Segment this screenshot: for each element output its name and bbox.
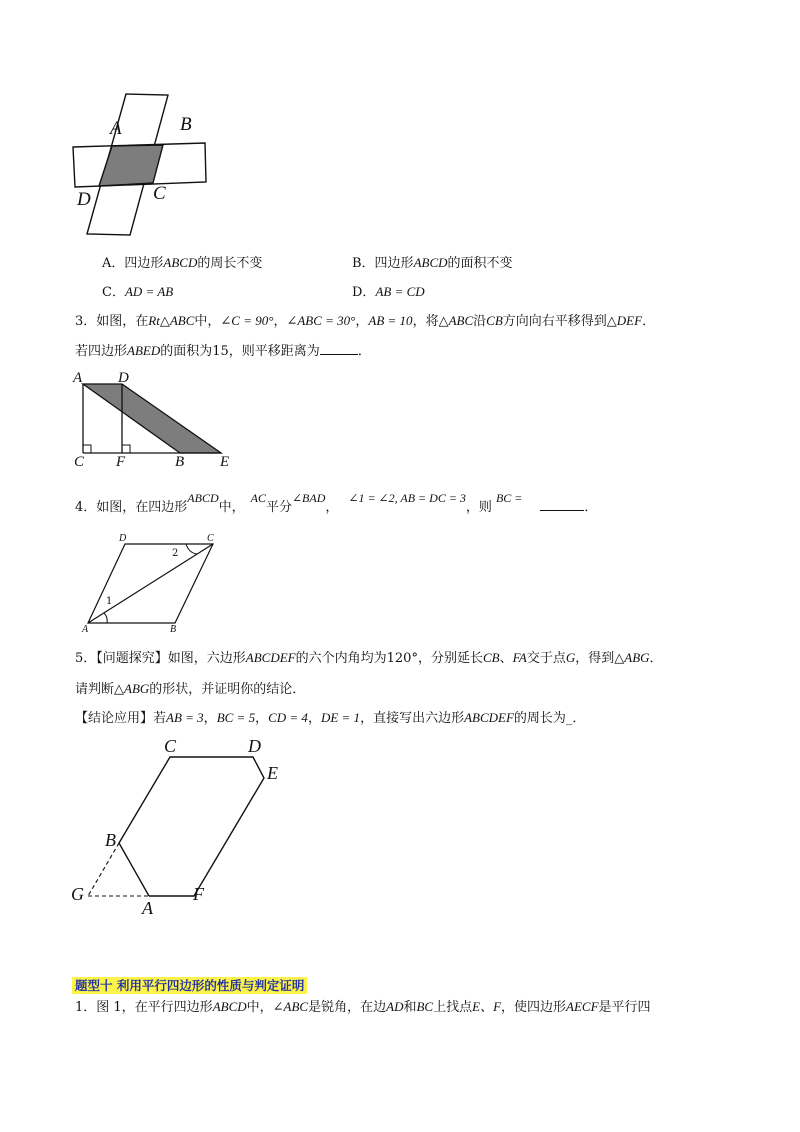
q5-text: 、 [499, 651, 513, 666]
fig1-label-b: B [180, 114, 192, 135]
q5-math: DE = 1 [320, 710, 361, 725]
q3-text: 3．如图，在 [75, 314, 149, 329]
q3-text: ， [273, 314, 287, 329]
q5-text: 5．【问题探究】如图，六边形 [75, 651, 246, 666]
s10q1-text: 是锐角，在边 [308, 1000, 387, 1015]
q4-text: 中， [218, 500, 245, 515]
s10q1-text: 和 [403, 1000, 417, 1015]
q5-text: 的周长为_． [513, 711, 586, 726]
q3-label-f: F [116, 454, 126, 470]
q3-label-e: E [220, 454, 230, 470]
q4-text: 平分 [265, 500, 292, 515]
option-b-prefix: B．四边形 [352, 256, 414, 271]
q5-math: AB = 3 [166, 710, 204, 725]
s10q1-math: AD [386, 999, 404, 1014]
q5-text: ，得到 [575, 651, 615, 666]
s10q1-math: ∠ABC [272, 999, 309, 1014]
q3-text: 的面积为 [160, 344, 213, 359]
q5-math: FA [512, 650, 527, 665]
q4-math: ∠BAD [292, 491, 326, 505]
q4-label-b: B [170, 624, 177, 635]
q5-text: 【结论应用】若 [75, 711, 167, 726]
s10q1-text: 上找点 [433, 1000, 473, 1015]
q3-math: Rt△ABC [148, 313, 195, 328]
option-c-prefix: C． [102, 285, 125, 300]
q3-text: 若四边形 [75, 344, 128, 359]
q5-text: ， [307, 711, 321, 726]
q5-text: ， [203, 711, 217, 726]
q4-text: ， [325, 500, 339, 515]
q3-label-c: C [74, 454, 85, 470]
q3-text: 沿 [473, 314, 487, 329]
q5-label-e: E [267, 763, 278, 783]
s10-q1-line [75, 998, 651, 1017]
q4-math: BC = [495, 491, 523, 505]
q5-text: 交于点 [526, 651, 566, 666]
q4-math: ∠1 = ∠2, AB = DC = 3 [348, 491, 466, 505]
q3-math: △DEF [606, 313, 643, 328]
q3-math: CB [486, 313, 503, 328]
option-d-math: AB = CD [375, 284, 425, 299]
q5-math: G [565, 650, 576, 665]
q3-math: AB = 10 [368, 313, 413, 328]
q3-label-a: A [73, 370, 83, 386]
q3-math: ∠C = 90° [220, 313, 274, 328]
option-d-prefix: D． [352, 285, 376, 300]
option-a-math: ABCD [163, 255, 198, 270]
q3-math: ∠ABC = 30° [286, 313, 356, 328]
fig1-label-d: D [77, 189, 91, 210]
q3-text: ， [355, 314, 369, 329]
q3-text: ． [357, 344, 371, 359]
q3-math: △ABC [438, 313, 474, 328]
q4-label-d: D [119, 533, 127, 544]
s10q1-text: 中， [246, 1000, 273, 1015]
q5-text: 的形状，并证明你的结论． [149, 682, 306, 697]
q5-math: ABCDEF [464, 710, 514, 725]
q4-text: 4．如图，在四边形 [75, 500, 188, 515]
q5-text: 的六个内角均为 [295, 651, 387, 666]
q5-math: ABCDEF [245, 650, 296, 665]
s10q1-text: 是平行四 [598, 1000, 651, 1015]
fig1-label-c: C [153, 183, 166, 204]
option-a-prefix: A．四边形 [102, 256, 164, 271]
q5-label-f: F [193, 884, 204, 904]
q4-angle-2: 2 [172, 548, 179, 559]
s10q1-math: ABCD [212, 999, 247, 1014]
q3-text: ，则平移距离为 [228, 344, 320, 359]
q5-math: △ABG [614, 650, 650, 665]
q3-text: ，将 [412, 314, 439, 329]
q5-label-g: G [71, 884, 84, 904]
q4-math: ABCD [187, 491, 219, 505]
q5-text: ，分别延长 [417, 651, 483, 666]
q4-text: ． [584, 500, 598, 515]
s10q1-math: AECF [566, 999, 599, 1014]
q5-text: ， [255, 711, 269, 726]
q5-math: CB [482, 650, 500, 665]
q4-text: ，则 [465, 500, 492, 515]
q5-label-a: A [142, 898, 153, 918]
q3-text: 中， [194, 314, 221, 329]
s10q1-math: E、F [472, 999, 502, 1014]
q5-math: △ABG [114, 681, 150, 696]
q5-math: 120° [386, 651, 418, 666]
s10q1-text: ，使四边形 [501, 1000, 567, 1015]
q5-text: ，直接写出六边形 [360, 711, 465, 726]
q5-math: BC = 5 [216, 710, 256, 725]
q3-label-d: D [118, 370, 129, 386]
s10q1-math: BC [416, 999, 434, 1014]
q5-label-b: B [105, 830, 116, 850]
q3-math: ABED [127, 343, 161, 358]
q3-math: 15 [212, 344, 229, 359]
q5-math: CD = 4 [268, 710, 308, 725]
q4-angle-1: 1 [106, 596, 113, 607]
q5-text: 请判断 [75, 682, 115, 697]
s10q1-text: 1．图 1，在平行四边形 [75, 1000, 213, 1015]
q5-label-c: C [164, 736, 177, 756]
q4-label-c: C [207, 533, 214, 544]
option-a-suffix: 的周长不变 [197, 256, 263, 271]
q4-label-a: A [82, 624, 89, 635]
option-b-math: ABCD [413, 255, 448, 270]
q3-text: 方向向右平移得到 [502, 314, 607, 329]
option-b-suffix: 的面积不变 [447, 256, 513, 271]
q3-text: ． [642, 314, 656, 329]
section-heading: 题型十 利用平行四边形的性质与判定证明 [72, 977, 307, 994]
q4-math: AC [250, 491, 266, 505]
q3-label-b: B [175, 454, 185, 470]
fig1-label-a: A [110, 118, 122, 139]
q5-text: ． [649, 651, 663, 666]
option-c-math: AD = AB [124, 284, 174, 299]
q5-label-d: D [248, 736, 261, 756]
